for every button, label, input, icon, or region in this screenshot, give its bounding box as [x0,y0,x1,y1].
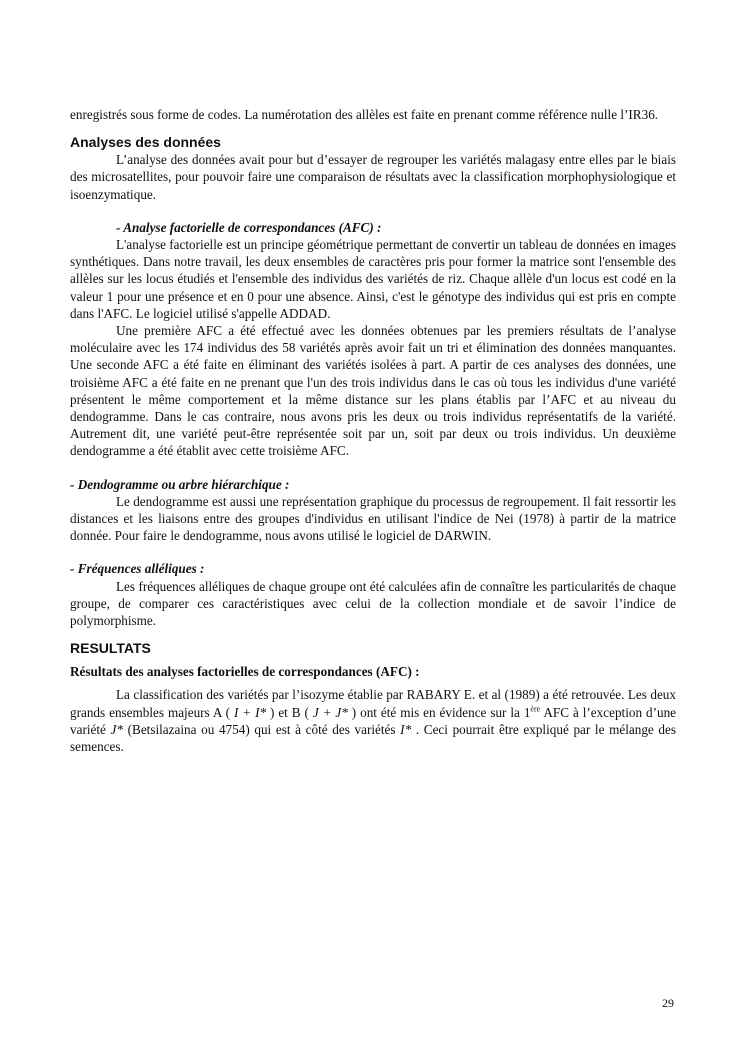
resultats-heading: RESULTATS [70,640,151,657]
frequences-heading: - Fréquences alléliques : [70,561,205,577]
group-a-label: I + I* [233,704,267,720]
afc-paragraph-2: Une première AFC a été effectué avec les données obtenues par les premiers résultats de l’analyse moléculaire avec les 174 individus des 58 variétés après avoir fait un tri et élimination des données manquantes. Une seconde AFC a été faite en éliminant des variétés isolées à part. A partir de ces analyses des données, une troisième AFC a été faite en ne prenant que l'un des trois individus dans le cas où tous les individus d'une variété présentent le même comportement et la même distance sur les plans établis par l’AFC et au niveau du dendogramme. Dans le cas contraire, nous avons pris les deux ou trois individus représentatifs de la variété. Autrement dit, une variété peut-être représentée soit par un, soit par deux ou trois individus. Un deuxième dendogramme a été établit avec cette troisième AFC. [70,323,676,459]
spacer [70,203,676,219]
text-run: (Betsilazaina ou 4754) qui est à côté des variétés [122,721,401,737]
text-run: AFC à l’exception d’une variété [70,704,677,737]
group-b-label: J + J* [312,704,348,720]
text-run: La classification des variétés par l’isozyme établie par RABARY E. et al (1989) a été retrouvée. Les deux grands ensembles majeurs A ( [70,687,676,720]
resultats-subheading: Résultats des analyses factorielles de correspondances (AFC) : [70,664,420,680]
afc-heading: - Analyse factorielle de correspondances (AFC) : [116,219,382,235]
variety-label: J* [110,721,123,737]
text-run: . Ceci pourrait être expliqué par le mélange des semences. [70,721,676,755]
variety-label: I* [400,721,412,737]
superscript: ère [530,704,541,714]
dendogramme-heading: - Dendogramme ou arbre hiérarchique : [70,476,290,492]
spacer [70,123,676,133]
spacer [70,544,676,560]
dendogramme-paragraph: Le dendogramme est aussi une représentation graphique du processus de regroupement. Il fait ressortir les distances et les liaisons entre des groupes d'individus en utilisant l'indice de Nei (1978) à partir de la matrice donnée. Pour faire le dendogramme, nous avons utilisé le logiciel de DARWIN. [70,493,676,544]
text-run: ) et B ( [266,704,313,720]
analyses-paragraph: L’analyse des données avait pour but d’essayer de regrouper les variétés malagasy entre elles par le biais des microsatellites, pour pouvoir faire une comparaison de résultats avec la classification morphophysiologique et isoenzymatique. [70,152,676,202]
document-page [70,106,676,755]
resultats-paragraph [70,686,676,755]
afc-paragraph-1: L'analyse factorielle est un principe géométrique permettant de convertir un tableau de données en images synthétiques. Dans notre travail, les deux ensembles de caractères pris pour former la matrice sont l'ensemble des allèles sur les locus étudiés et l'ensemble des individus des variétés de riz. Chaque allèle d'un locus est codé en la valeur 1 pour une présence et en 0 pour une absence. Ainsi, c'est le génotype des individus qui est pris en compte dans l'AFC. Le logiciel utilisé s'appelle ADDAD. [70,237,676,321]
text-run: ) ont été mis en évidence sur la 1 [347,704,531,720]
page-number: 29 [662,996,674,1010]
spacer [70,460,676,476]
intro-paragraph: enregistrés sous forme de codes. La numérotation des allèles est faite en prenant comme référence nulle l’IR36. [70,107,659,122]
spacer [70,629,676,639]
analyses-heading: Analyses des données [70,134,221,151]
frequences-paragraph: Les fréquences alléliques de chaque groupe ont été calculées afin de connaître les particularités de chaque groupe, de comparer ces caractéristiques avec celui de la collection mondiale et de savoir l’indice de polymorphisme. [70,578,676,629]
